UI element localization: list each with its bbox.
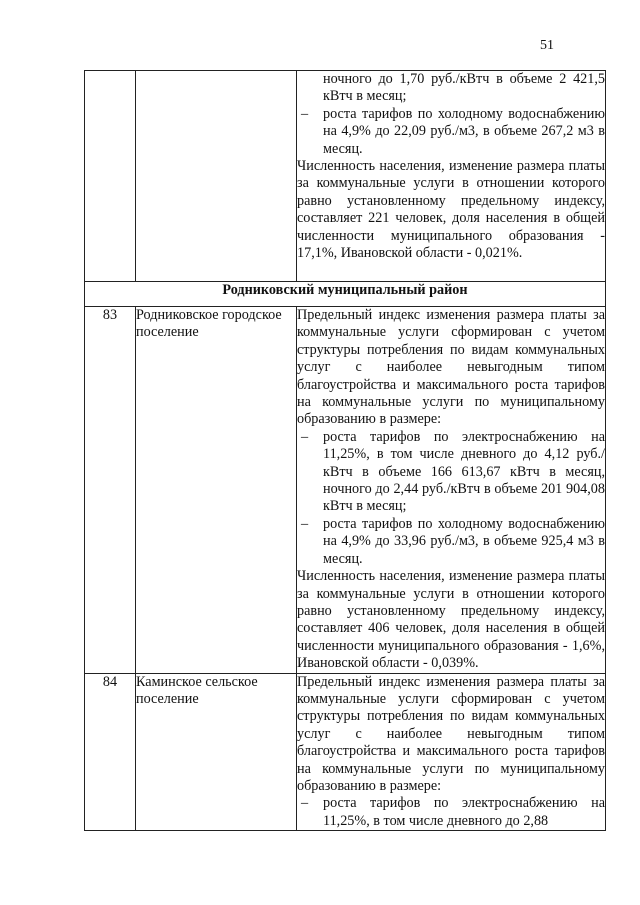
- list-item: [297, 795, 605, 830]
- dash-bullet: –: [301, 105, 309, 122]
- description-cell: [297, 71, 606, 282]
- row-number-cell: [85, 71, 136, 282]
- continued-line: ночного до 1,70 руб./кВтч в объеме 2 421,5 кВтч в месяц;: [323, 71, 605, 105]
- tariff-list: [297, 429, 605, 568]
- section-row: [85, 282, 606, 307]
- list-item: [297, 516, 605, 568]
- tariff-table: [84, 70, 606, 831]
- list-item: [297, 106, 605, 158]
- population-paragraph: Численность населения, изменение размера платы за коммунальные услуги в отношении которого равно установленному предельному индексу, составляет 221 человек, доля населения в общей численности муниципального образования - 17,1%, Ивановской области - 0,021%.: [297, 158, 605, 262]
- intro-paragraph: Предельный индекс изменения размера платы за коммунальные услуги сформирован с учетом структуры потребления по видам коммунальных услуг с наиболее невыгодным типом благоустройства и максимального роста тарифов на коммунальные услуги по муниципальному образованию в размере:: [297, 307, 605, 428]
- tariff-list: [297, 795, 605, 830]
- section-title: Родниковский муниципальный район: [85, 282, 606, 307]
- settlement-name: Родниковское городское поселение: [136, 307, 297, 674]
- page-number: 51: [540, 38, 554, 53]
- description-cell: [297, 673, 606, 831]
- row-number: 83: [85, 307, 136, 674]
- bullet-text: роста тарифов по электроснабжению на 11,25%, в том числе дневного до 2,88: [323, 795, 605, 829]
- dash-bullet: –: [301, 428, 309, 445]
- settlement-name: Каминское сельское поселение: [136, 673, 297, 831]
- bullet-text: роста тарифов по холодному водоснабжению на 4,9% до 22,09 руб./м3, в объеме 267,2 м3 в месяц.: [323, 105, 605, 157]
- population-paragraph: Численность населения, изменение размера платы за коммунальные услуги в отношении которого равно установленному предельному индексу, составляет 406 человек, доля населения в общей численности муниципального образования - 1,6%, Ивановской области - 0,039%.: [297, 568, 605, 672]
- row-number: 84: [85, 673, 136, 831]
- table-row: [85, 673, 606, 831]
- tariff-list: [297, 106, 605, 158]
- bullet-text: роста тарифов по электроснабжению на 11,25%, в том числе дневного до 4,12 руб./кВтч в объеме 166 613,67 кВтч в месяц, ночного до 2,44 руб./кВтч в объеме 201 904,08 кВтч в месяц;: [323, 428, 605, 515]
- table-row: [85, 71, 606, 282]
- settlement-name-cell: [136, 71, 297, 282]
- table-row: [85, 307, 606, 674]
- bullet-text: роста тарифов по холодному водоснабжению на 4,9% до 33,96 руб./м3, в объеме 925,4 м3 в месяц.: [323, 515, 605, 567]
- dash-bullet: –: [301, 515, 309, 532]
- description-cell: [297, 307, 606, 674]
- list-item: [297, 429, 605, 516]
- dash-bullet: –: [301, 795, 309, 812]
- intro-paragraph: Предельный индекс изменения размера платы за коммунальные услуги сформирован с учетом структуры потребления по видам коммунальных услуг с наиболее невыгодным типом благоустройства и максимального роста тарифов на коммунальные услуги по муниципальному образованию в размере:: [297, 673, 605, 794]
